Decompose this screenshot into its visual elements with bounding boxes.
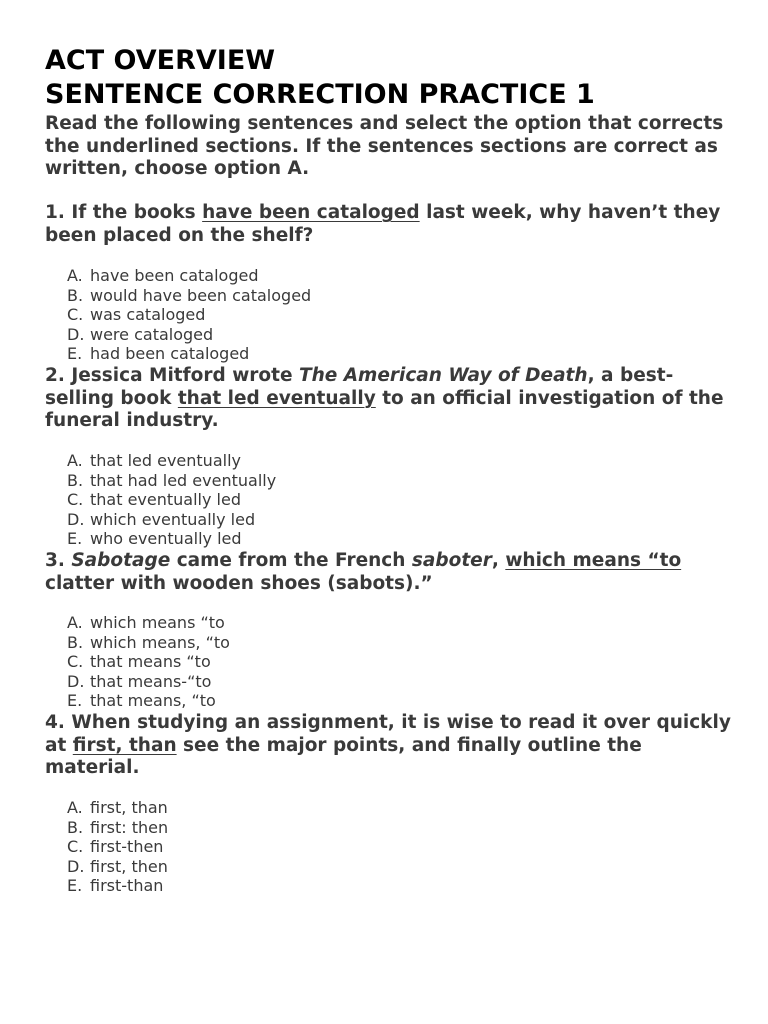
- option-letter: C.: [67, 305, 84, 324]
- option-text: that eventually led: [90, 490, 241, 509]
- stem-text: When studying an assignment, it is wise to read it over quickly at: [45, 712, 731, 756]
- option-text: that means-“to: [90, 671, 212, 691]
- question-2-options: [67, 451, 276, 549]
- question-number: 3.: [45, 550, 65, 571]
- question-2-stem: [45, 365, 735, 433]
- answer-option[interactable]: [67, 266, 311, 286]
- option-text: first: then: [90, 817, 169, 837]
- stem-text: last week, why haven’t they been placed on the shelf?: [45, 202, 721, 246]
- question-3-stem: [45, 550, 735, 595]
- option-text: that led eventually: [90, 451, 241, 470]
- answer-option[interactable]: [67, 857, 168, 877]
- answer-option[interactable]: [67, 305, 311, 325]
- stem-text: came from the French: [170, 550, 412, 571]
- option-text: had been cataloged: [90, 344, 250, 363]
- question-number: 2.: [45, 365, 65, 386]
- option-letter: B.: [67, 632, 84, 652]
- stem-text: ,: [491, 550, 506, 571]
- option-text: that means, “to: [90, 691, 216, 710]
- question-4-stem: [45, 712, 735, 780]
- answer-option[interactable]: [67, 652, 230, 672]
- page-title: [45, 44, 595, 112]
- option-letter: B.: [67, 470, 84, 490]
- question-4-options: [67, 798, 168, 896]
- option-letter: D.: [67, 856, 85, 876]
- answer-option[interactable]: [67, 876, 168, 896]
- question-number: 1.: [45, 202, 65, 223]
- stem-text: If the books: [64, 202, 203, 223]
- option-letter: A.: [67, 613, 83, 632]
- option-letter: E.: [67, 529, 83, 548]
- question-3-options: [67, 613, 230, 711]
- option-text: who eventually led: [90, 529, 242, 548]
- answer-option[interactable]: [67, 672, 230, 692]
- italic-word: saboter: [411, 550, 492, 571]
- answer-option[interactable]: [67, 798, 168, 818]
- option-text: was cataloged: [90, 305, 206, 324]
- answer-option[interactable]: [67, 818, 168, 838]
- option-text: which eventually led: [90, 509, 256, 529]
- question-1-stem: [45, 202, 735, 247]
- option-text: first, than: [90, 798, 168, 817]
- underlined-section: which means “to: [505, 550, 682, 571]
- option-text: first-than: [90, 876, 164, 895]
- question-number: 4.: [45, 712, 65, 733]
- option-letter: E.: [67, 691, 83, 710]
- option-text: that means “to: [90, 652, 211, 671]
- answer-option[interactable]: [67, 490, 276, 510]
- answer-option[interactable]: [67, 691, 230, 711]
- option-text: first-then: [90, 837, 164, 856]
- option-letter: B.: [67, 285, 84, 305]
- option-text: were cataloged: [90, 324, 214, 344]
- italic-word: Sabotage: [71, 550, 171, 571]
- answer-option[interactable]: [67, 613, 230, 633]
- answer-option[interactable]: [67, 837, 168, 857]
- option-letter: A.: [67, 451, 83, 470]
- option-letter: C.: [67, 837, 84, 856]
- question-1-options: [67, 266, 311, 364]
- stem-text: see the major points, and finally outline the material.: [45, 734, 642, 778]
- title-line-2: SENTENCE CORRECTION PRACTICE 1: [45, 79, 595, 110]
- option-letter: E.: [67, 344, 83, 363]
- answer-option[interactable]: [67, 471, 276, 491]
- stem-text: to an official investigation of the funeral industry.: [45, 387, 724, 431]
- option-letter: A.: [67, 266, 83, 285]
- option-text: have been cataloged: [90, 266, 259, 285]
- answer-option[interactable]: [67, 325, 311, 345]
- option-letter: B.: [67, 817, 84, 837]
- instructions: Read the following sentences and select the option that corrects the underlined sections. If the sentences sections are correct as written, choose option A.: [45, 113, 724, 179]
- option-letter: A.: [67, 798, 83, 817]
- option-letter: D.: [67, 671, 85, 691]
- option-letter: C.: [67, 490, 84, 509]
- underlined-section: first, than: [72, 734, 177, 756]
- option-letter: E.: [67, 876, 83, 895]
- italic-title: The American Way of Death: [298, 365, 588, 386]
- answer-option[interactable]: [67, 286, 311, 306]
- option-text: which means, “to: [90, 632, 230, 652]
- stem-text: Jessica Mitford wrote: [64, 365, 299, 386]
- option-text: first, then: [90, 856, 168, 876]
- option-text: which means “to: [90, 613, 225, 632]
- option-text: would have been cataloged: [90, 285, 312, 305]
- answer-option[interactable]: [67, 633, 230, 653]
- title-line-1: ACT OVERVIEW: [45, 45, 276, 76]
- option-letter: D.: [67, 324, 85, 344]
- option-letter: D.: [67, 509, 85, 529]
- underlined-section: that led eventually: [177, 387, 376, 409]
- underlined-section: have been cataloged: [202, 202, 420, 223]
- answer-option[interactable]: [67, 529, 276, 549]
- answer-option[interactable]: [67, 451, 276, 471]
- option-text: that had led eventually: [90, 470, 277, 490]
- stem-text: , a best-selling book: [45, 365, 674, 409]
- answer-option[interactable]: [67, 510, 276, 530]
- option-letter: C.: [67, 652, 84, 671]
- answer-option[interactable]: [67, 344, 311, 364]
- stem-text: clatter with wooden shoes (sabots).”: [45, 572, 433, 594]
